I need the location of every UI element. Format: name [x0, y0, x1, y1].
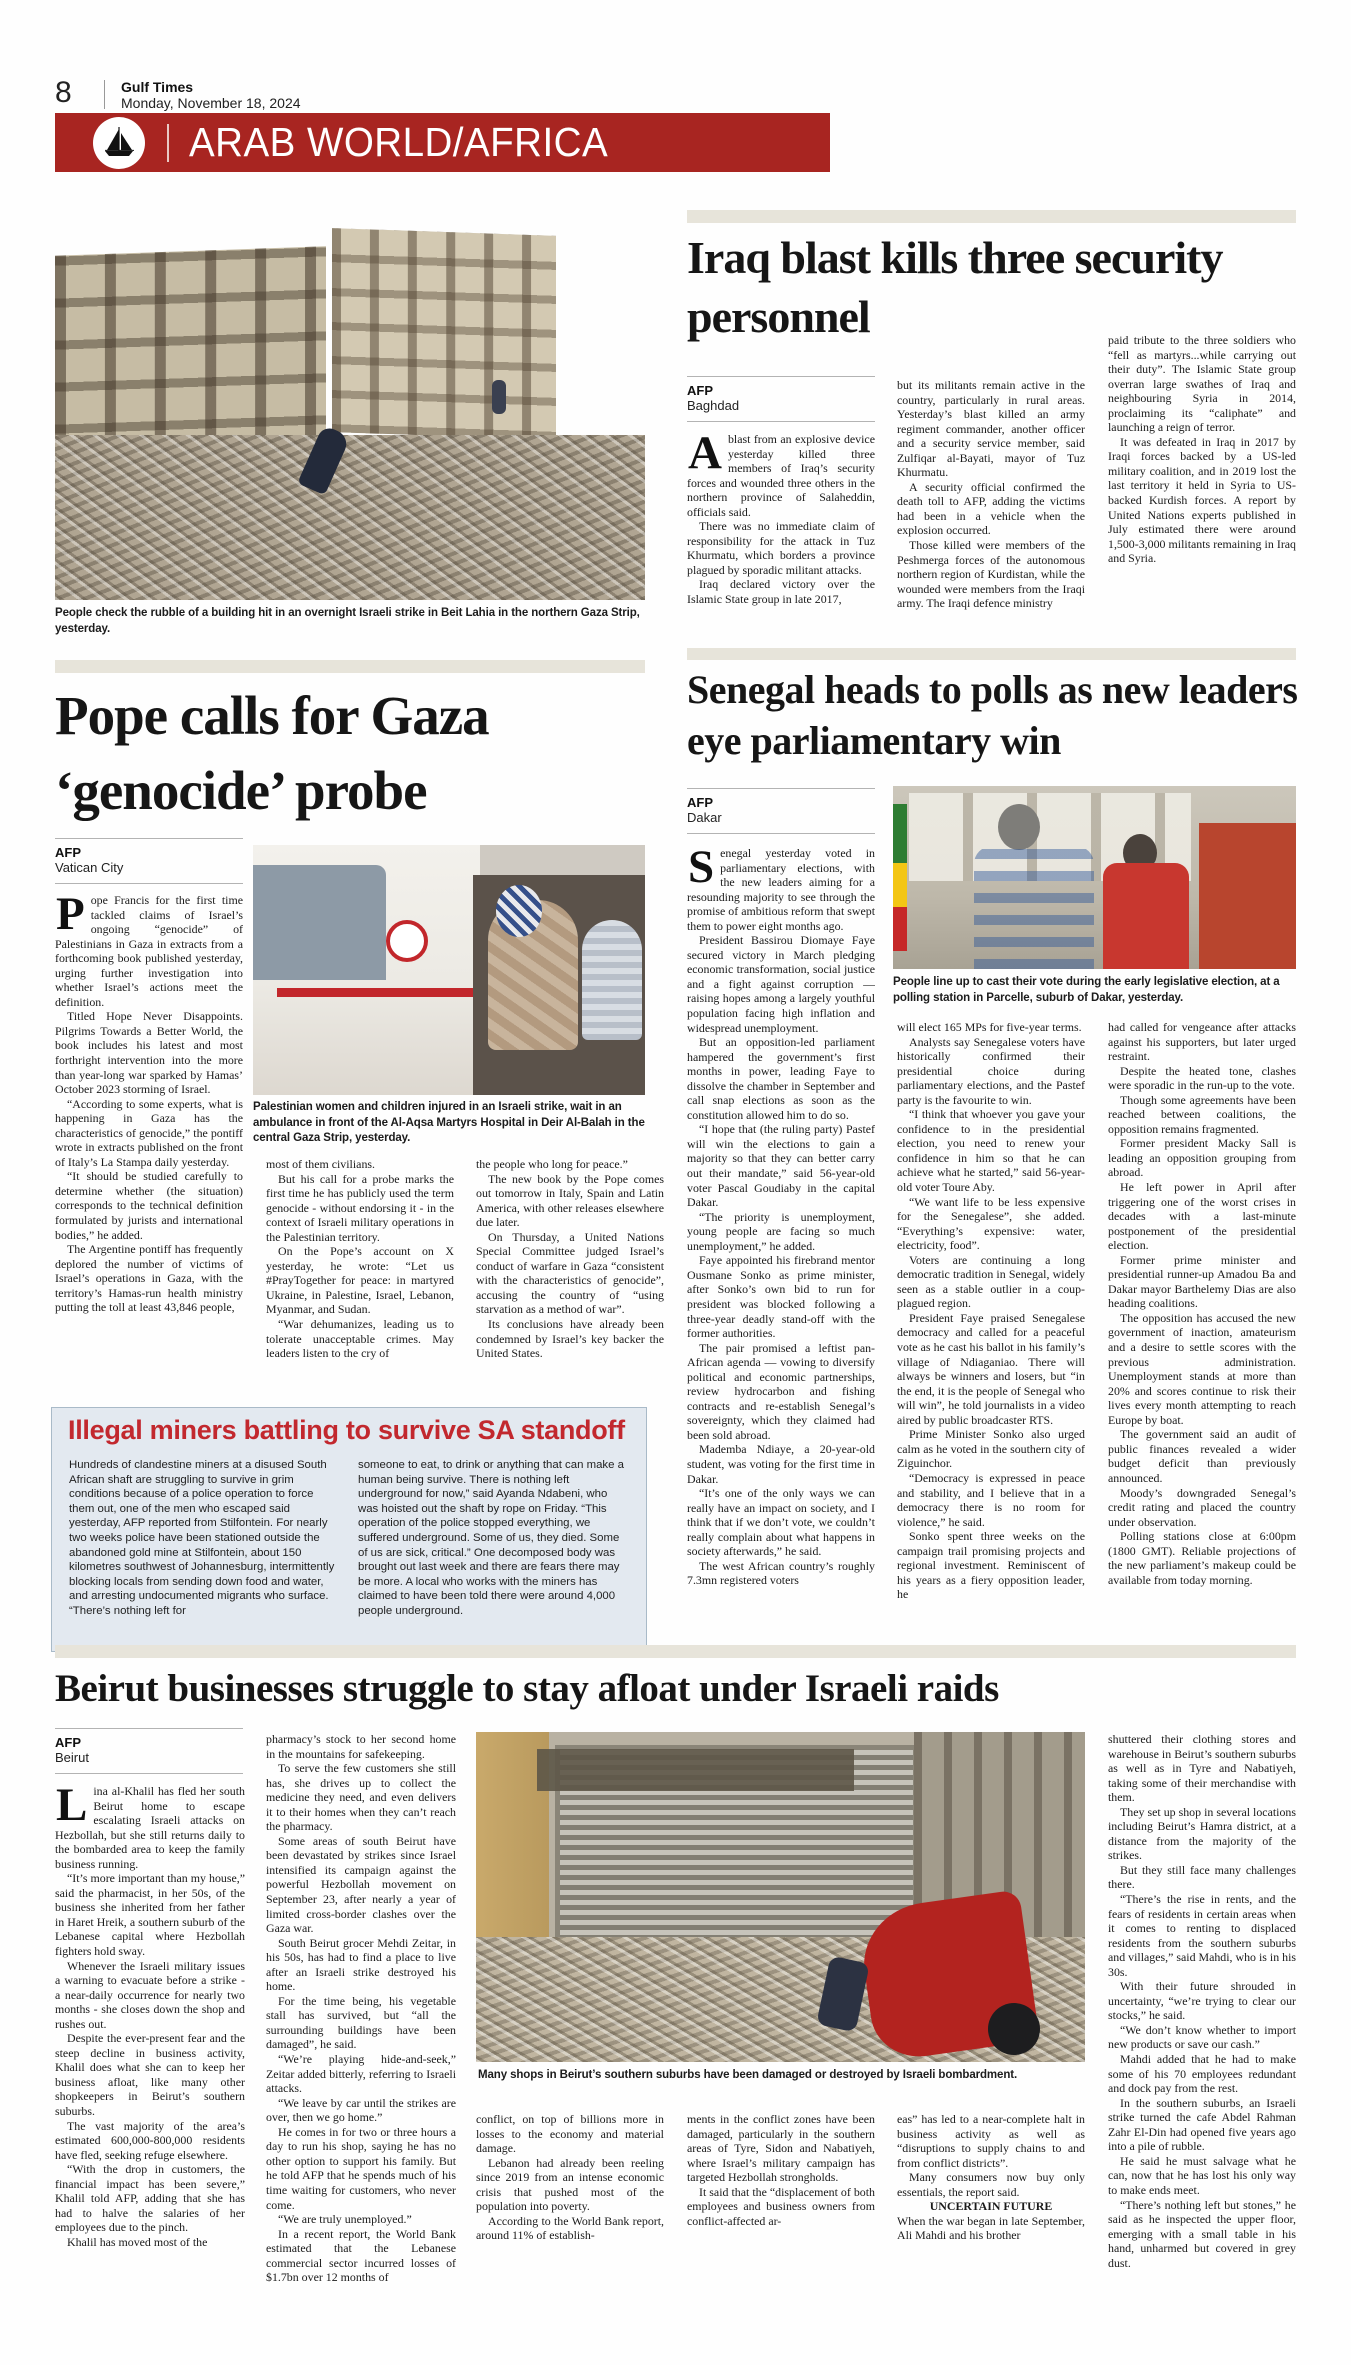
beirut-headline: Beirut businesses struggle to stay afloat under Israeli raids — [55, 1667, 999, 1710]
photo-caption: Palestinian women and children injured in an Israeli strike, wait in an ambulance in front of the Al-Aqsa Martyrs Hospital in Deir Al-Balah in the central Gaza Strip, yesterday. — [253, 1101, 645, 1144]
drop-cap: A — [688, 432, 722, 479]
beirut-column-6: shuttered their clothing stores and warehouse in Beirut’s southern suburbs as well as in Tyre and Nabatiyeh, taking some of their merchandise with them. They set up shop in several locations including Beirut’s Hamra district, at a distance from the majority of the strikes. But they still face many challenges there. “There’s the rise in rents, and the fears of residents in certain areas when it comes to renting to displaced residents from the southern suburbs and villages,” said Mahdi, who is in his 30s. With their future shrouded in uncertainty, “we’re trying to clear our stocks,” he said. “We don’t know whether to import new products or save our cash.” Mahdi added that he had to make some of his 70 employees redundant and dock pay from the rest. In the southern suburbs, an Israeli strike turned the cafe Abdel Rahman Zahr El-Din had opened five years ago into a pile of rubble. He said he must salvage what he can, now that he has lost his only way to make ends meet. “There’s nothing left but stones,” he said as he inspected the upper floor, emerging with a small table in his hand, unharmed but covered in grey dust. — [1108, 1732, 1296, 2270]
byline-city: Baghdad — [687, 398, 740, 413]
drop-cap: S — [688, 846, 715, 893]
beirut-column-5 — [897, 2112, 1085, 2330]
senegal-byline — [687, 788, 875, 834]
beirut-column-4: ments in the conflict zones have been damaged, particularly in the southern areas of Tyre, Sidon and Nabatiyeh, where Israel’s military campaign has targeted Hezbollah strongholds. It said that the “displacement of both employees and business owners from conflict-affected ar- — [687, 2112, 875, 2228]
header-divider — [104, 80, 105, 109]
person-silhouette-2 — [492, 380, 506, 414]
publication-date: Monday, November 18, 2024 — [121, 95, 301, 111]
pope-column-3: the people who long for peace.” The new book by the Pope comes out tomorrow in Italy, Spain and Latin America, with other releases elsewhere due later. On Thursday, a United Nations Special Committee judged Israel’s conduct of warfare in Gaza “consistent with the characteristics of genocide”, accusing the country of “using starvation as a method of war”. Its conclusions have already been condemned by Israel’s key backer the United States. — [476, 1157, 664, 1361]
photo-caption: People line up to cast their vote during the early legislative election, at a polling station in Parcelle, suburb of Dakar, yesterday. — [893, 976, 1280, 1004]
byline-agency: AFP — [687, 795, 713, 810]
moped-wheel — [988, 2003, 1040, 2055]
damaged-building-right — [332, 228, 556, 440]
section-banner — [55, 113, 830, 172]
byline-agency: AFP — [55, 845, 81, 860]
senegal-column-1-text: enegal yesterday voted in parliamentary elections, with the new leaders aiming for a resounding majority to see through the promise of ambitious reform that swept them to power eight months ago. President Bassirou Diomaye Faye secured victory in March pledging economic transformation, social justice and a fight against corruption — raising hopes among a largely youthful population facing high inflation and widespread unemployment. But an opposition-led parliament hampered the government’s first months in power, leading Faye to dissolve the chamber in September and call snap elections as soon as the constitution allowed him to do so. “I hope that (the ruling party) Pastef will win the elections to gain a majority so that they can better carry out their mandate,” said 56-year-old voter Pascal Goudiaby in the capital Dakar. “The priority is unemployment, young people are facing so much unemployment,” he added. Faye appointed his firebrand mentor Ousmane Sonko as prime minister, after Sonko’s own bid to run for president was blocked following a three-year deadly stand-off with the former authorities. The pair promised a leftist pan-African agenda — vowing to diversify political and economic partnerships, review hydrocarbon and fishing contracts and re-establish Senegal’s sovereignty, which they claimed had been sold abroad. Mademba Ndiaye, a 20-year-old student, was voting for the first time in Dakar. “It’s one of the only ways we can really have an impact on society, and I think that if we don’t vote, we couldn’t really complain about what happens in society afterwards,” he said. The west African country’s roughly 7.3mn registered voters — [687, 846, 875, 1588]
rubble-field — [55, 435, 645, 600]
beirut-byline — [55, 1728, 243, 1774]
ambulance-photo — [253, 845, 645, 1095]
beirut-column-2: pharmacy’s stock to her second home in the mountains for safekeeping. To serve the few customers she still has, she drives up to collect the medicine they need, and even delivers it to their homes when they can’t reach the pharmacy. Some areas of south Beirut have been devastated by strikes since Israel intensified its campaign against the powerful Hezbollah movement on September 23, after nearly a year of limited cross-border clashes over the Gaza war. South Beirut grocer Mehdi Zeitar, in his 50s, has had to find a place to live after an Israeli strike destroyed his home. For the time being, his vegetable stall has survived, but “all the surrounding buildings have been damaged”, he said. “We’re playing hide-and-seek,” Zeitar added bitterly, referring to Israeli attacks. “We leave by car until the strikes are over, then we go home.” He comes in for two or three hours a day to run his shop, saying he has no other option to support his family. But he told AFP that he spends much of his time waiting for customers, who never come. “We are truly unemployed.” In a recent report, the World Bank estimated that the Lebanese commercial sector incurred losses of $1.7bn over 12 months of — [266, 1732, 456, 2285]
section-title: ARAB WORLD/AFRICA — [189, 119, 609, 165]
miners-box-title: Illegal miners battling to survive SA standoff — [68, 1415, 625, 1445]
red-stripe — [277, 988, 481, 997]
kicker-strip — [55, 660, 645, 673]
senegal-column-1 — [687, 846, 875, 1622]
photo-caption: Many shops in Beirut’s southern suburbs have been damaged or destroyed by Israeli bombardment. — [478, 2069, 1018, 2081]
uncertain-future-subhead: UNCERTAIN FUTURE — [929, 2199, 1053, 2214]
flag-stripe — [893, 804, 907, 950]
dhow-boat-icon — [99, 123, 139, 163]
beirut-damaged-shops-photo — [476, 1732, 1085, 2062]
byline-agency: AFP — [687, 383, 713, 398]
drop-cap: P — [56, 893, 85, 940]
byline-agency: AFP — [55, 1735, 81, 1750]
drop-cap: L — [56, 1784, 88, 1831]
voter-right-edge — [1199, 823, 1296, 969]
iraq-column-1 — [687, 432, 875, 625]
iraq-headline: Iraq blast kills three security personnel — [687, 232, 1223, 342]
photo-caption: People check the rubble of a building hit in an overnight Israeli strike in Beit Lahia in the northern Gaza Strip, yesterday. — [55, 607, 640, 635]
senegal-headline: Senegal heads to polls as new leaders eye parliamentary win — [687, 667, 1298, 763]
senegal-polling-photo — [893, 786, 1296, 969]
pope-headline: Pope calls for Gaza ‘genocide’ probe — [55, 685, 489, 821]
beirut-column-1-text: ina al-Khalil has fled her south Beirut home to escape escalating Israeli attacks on Hezbollah, but she still returns daily to the bombarded area to keep the family business running. “It’s more important than my house,” said the pharmacist, in her 50s, of the business she inherited from her father in Haret Hreik, a southern suburb of the Lebanese capital where Hezbollah fighters hold sway. Whenever the Israeli military issues a warning to evacuate before a strike - a near-daily occurrence for nearly two months - she closes down the shop and rushes out. Despite the ever-present fear and the steep decline in business activity, Khalil does what she can to keep her business afloat, like many other shopkeepers in Beirut’s southern suburbs. The vast majority of the area’s estimated 600,000-800,000 residents have fled, seeking refuge elsewhere. “With the drop in customers, the financial impact has been severe,” Khalil told AFP, adding that she has had to halve the salaries of her employees due to the pinch. Khalil has moved most of the — [55, 1784, 245, 2249]
gaza-rubble-photo — [55, 208, 645, 600]
pope-column-2: most of them civilians. But his call for a probe marks the first time he has publicly used the term genocide - without endorsing it - in the context of Israeli military operations in the Palestinian territory. On the Pope’s account on X yesterday, he wrote: “Let us #PrayTogether for peace: in martyred Ukraine, in Palestine, Israel, Lebanon, Myanmar, and Sudan. “War dehumanizes, leading us to tolerate unacceptable crimes. May leaders listen to the cry of — [266, 1157, 454, 1361]
ambulance-window — [253, 865, 386, 980]
kicker-strip — [55, 1645, 1296, 1658]
senegal-column-3: had called for vengeance after attacks against his supporters, but later urged restraint. Despite the heated tone, clashes were sporadic in the run-up to the vote. Though some agreements have been reached between coalitions, the opposition remains fragmented. Former president Macky Sall is leading an opposition grouping from abroad. He left power in April after triggering one of the worst crises in decades with a last-minute postponement of the presidential election. Former prime minister and presidential runner-up Amadou Ba and Dakar mayor Barthelemy Dias are also heading coalitions. The opposition has accused the new government of inaction, amateurism and a desire to settle scores with the previous administration. Unemployment stands at more than 20% and scores continue to risk their lives every month attempting to reach Europe by boat. The government said an audit of public finances revealed a wider budget deficit than previously announced. Moody’s downgraded Senegal’s credit rating and placed the country under observation. Polling stations close at 6:00pm (1800 GMT). Reliable projections of the new parliament’s makeup could be available from today morning. — [1108, 1020, 1296, 1587]
beirut-column-1 — [55, 1784, 245, 2330]
publication-name: Gulf Times — [121, 79, 194, 95]
gulf-times-dhow-logo — [93, 117, 145, 169]
byline-city: Dakar — [687, 810, 722, 825]
beirut-column-5-text-2: When the war began in late September, Ali Mahdi and his brother — [897, 2213, 1085, 2243]
byline-city: Beirut — [55, 1750, 89, 1765]
senegal-column-2: will elect 165 MPs for five-year terms. Analysts say Senegalese voters have historically confirmed their presidential choice during parliamentary elections, and the Pastef party is the favourite to win. “I think that whoever you gave your confidence to in the presidential election, you need to renew your confidence in him so that he can achieve what he started,” said 56-year-old voter Toure Aby. “We want life to be less expensive for the Senegalese”, she added. “Everything’s expensive: water, electricity, food”. Voters are continuing a long democratic tradition in Senegal, widely seen as a stable outlier in a coup-plagued region. President Faye praised Senegalese democracy and called for a peaceful vote as he cast his ballot in his family’s village of Ndiaganiao. There will always be winners and losers, but “in the end, it is the people of Senegal who will win”, he told journalists in a video aired by public broadcaster RTS. Prime Minister Sonko also urged calm as he voted in the southern city of Ziguinchor. “Democracy is expressed in peace and stability, and I believe that in a democracy there is no room for violence,” he said. Sonko spent three weeks on the campaign trail promising projects and regional investment. Reminiscent of his years as a fiery opposition leader, he — [897, 1020, 1085, 1602]
iraq-column-1-text: blast from an explosive device yesterday killed three members of Iraq’s security forces and wounded three others in the northern province of Salaheddin, officials said. There was no immediate claim of responsibility for the attack in Tuz Khurmatu, which borders a province plagued by sporadic militant attacks. Iraq declared victory over the Islamic State group in late 2017, — [687, 432, 875, 607]
pope-column-1-text: ope Francis for the first time tackled claims of Israel’s ongoing “genocide” of Palestinians in Gaza in extracts from a forthcoming book published yesterday, urging further investigation into whether Israel’s actions meet the definition. Titled Hope Never Disappoints. Pilgrims Towards a Better World, the book includes his latest and most forthright intervention into the more than year-long war sparked by Hamas’ October 2023 storming of Israel. “According to some experts, what is happening in Gaza has the characteristics of genocide,” the pontiff wrote in extracts published on the front of Italy’s La Stampa daily yesterday. “It should be studied carefully to determine whether (the situation) corresponds to the technical definition formulated by jurists and international bodies,” he added. The Argentine pontiff has frequently deplored the number of victims of Israel’s operations in Gaza, with the territory’s Hamas-run health ministry putting the toll at least 43,846 people, — [55, 893, 243, 1315]
grey-haired-voter-head — [998, 804, 1040, 850]
iraq-column-3: paid tribute to the three soldiers who “fell as martyrs...while carrying out their duty”. The Islamic State group overran large swathes of Iraq and neighbouring Syria in 2014, proclaiming its “caliphate” and launching a reign of terror. It was defeated in Iraq in 2017 by Iraqi forces backed by a US-led military coalition, and in 2019 lost the last territory it held in Syria to US-backed Kurdish forces. A report by United Nations experts published in July estimated there were around 1,500-3,000 militants remaining in Iraq and Syria. — [1108, 333, 1296, 566]
red-crescent-emblem — [386, 920, 428, 962]
beirut-column-3: conflict, on top of billions more in losses to the economy and material damage. Lebanon had already been reeling since 2019 from an intense economic crisis that pushed most of the population into poverty. According to the World Bank report, around 11% of establish- — [476, 2112, 664, 2243]
page-number: 8 — [55, 76, 72, 109]
iraq-column-2: but its militants remain active in the country, particularly in rural areas. Yesterday’s blast killed an army regiment commander, another officer and a security service member, said Zulfiqar al-Bayati, mayor of Tuz Khurmatu. A security official confirmed the death toll to AFP, adding the victims had been in a vehicle when the explosion occurred. Those killed were members of the Peshmerga forces of the autonomous northern region of Kurdistan, while the wounded were members from the Iraqi army. The Iraqi defence ministry — [897, 378, 1085, 611]
kicker-strip — [687, 648, 1296, 660]
banner-separator — [167, 124, 169, 162]
miners-box-column-2: someone to eat, to drink or anything that can make a human being survive. There is nothing left underground for now,” said Ayanda Ndabeni, who was hoisted out the shaft by rope on Friday. “This operation of the police stopped everything, we suffered underground. Some of us, they died. Some of us are sick, critical.” One decomposed body was brought out last week and there are fears there may be more. A local who works with the miners has claimed to have been told there were around 4,000 people underground. — [358, 1459, 624, 1617]
pope-column-1 — [55, 893, 243, 1393]
child-striped-top — [582, 920, 642, 1040]
plaid-shirt-pattern — [974, 846, 1094, 969]
byline-city: Vatican City — [55, 860, 124, 875]
miners-box-column-1: Hundreds of clandestine miners at a disused South African shaft are struggling to survive in grim conditions because of a police operation to force them out, one of the men who escaped said yesterday, AFP reported from Stilfontein. For nearly two weeks police have been stationed outside the abandoned gold mine at Stilfontein, about 150 kilometres southwest of Johannesburg, intermittently blocking locals from sending down food and water, and arresting undocumented migrants who surface. “There’s nothing left for — [69, 1459, 335, 1617]
broken-shop-sign — [537, 1749, 854, 1792]
miners-brief-box — [51, 1407, 647, 1652]
iraq-byline — [687, 376, 875, 422]
kicker-strip — [687, 210, 1296, 223]
patterned-headscarf — [496, 885, 542, 937]
beirut-column-5-text: eas” has led to a near-complete halt in business activity as well as “disruptions to supply chains to and from conflict districts”. Many consumers now buy only essentials, the report said. — [897, 2112, 1085, 2199]
red-shirt-voter — [1103, 863, 1189, 969]
pope-byline — [55, 838, 243, 884]
